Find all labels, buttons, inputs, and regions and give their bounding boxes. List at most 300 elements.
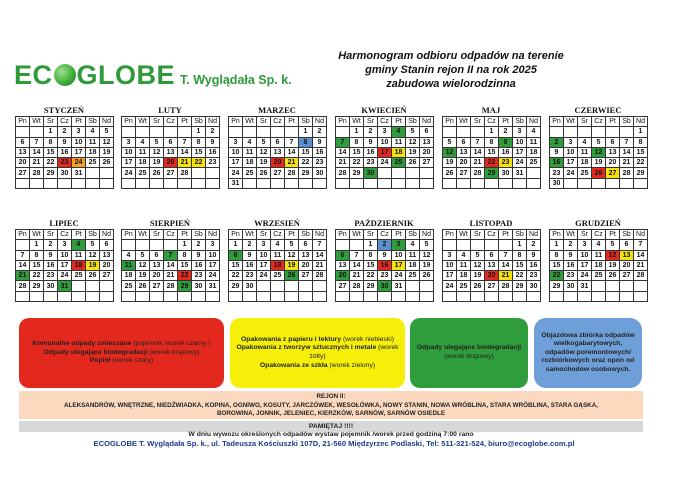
weekday-header: Cz bbox=[485, 117, 499, 127]
day-cell: 26 bbox=[100, 158, 114, 168]
day-cell: 26 bbox=[86, 271, 100, 281]
day-cell: 11 bbox=[86, 137, 100, 147]
weekday-header: Pt bbox=[285, 117, 299, 127]
day-cell: 8 bbox=[485, 137, 499, 147]
day-cell: 27 bbox=[150, 281, 164, 291]
day-cell: 24 bbox=[392, 271, 406, 281]
weekday-header: Pn bbox=[550, 117, 564, 127]
day-cell: 12 bbox=[592, 147, 606, 157]
day-cell: 6 bbox=[164, 137, 178, 147]
day-cell: 3 bbox=[58, 240, 72, 250]
day-cell: 19 bbox=[257, 158, 271, 168]
day-cell: 27 bbox=[336, 281, 350, 291]
day-cell: 1 bbox=[550, 240, 564, 250]
day-cell: 29 bbox=[550, 281, 564, 291]
day-cell: 8 bbox=[364, 250, 378, 260]
weekday-header: Sb bbox=[513, 117, 527, 127]
day-cell: 10 bbox=[229, 147, 243, 157]
empty-cell bbox=[192, 168, 206, 178]
empty-cell bbox=[86, 178, 100, 188]
weekday-header: Śr bbox=[578, 230, 592, 240]
day-cell: 21 bbox=[336, 158, 350, 168]
day-cell: 31 bbox=[229, 178, 243, 188]
empty-cell bbox=[285, 291, 299, 301]
empty-cell bbox=[564, 291, 578, 301]
day-cell: 27 bbox=[299, 271, 313, 281]
title-line-2: gminy Stanin rejon II na rok 2025 bbox=[365, 64, 537, 76]
empty-cell bbox=[164, 178, 178, 188]
weekday-header: Pt bbox=[606, 117, 620, 127]
day-cell: 17 bbox=[58, 260, 72, 270]
weekday-header: Cz bbox=[378, 230, 392, 240]
weekday-header: Pt bbox=[499, 230, 513, 240]
empty-cell bbox=[16, 240, 30, 250]
day-cell: 11 bbox=[457, 260, 471, 270]
weekday-header: Sb bbox=[406, 117, 420, 127]
empty-cell bbox=[457, 178, 471, 188]
day-cell: 24 bbox=[443, 281, 457, 291]
day-cell: 24 bbox=[58, 271, 72, 281]
weekday-header: Wt bbox=[243, 230, 257, 240]
day-cell: 7 bbox=[178, 137, 192, 147]
day-cell: 9 bbox=[192, 250, 206, 260]
day-cell: 11 bbox=[578, 147, 592, 157]
weekday-header: Śr bbox=[578, 117, 592, 127]
empty-cell bbox=[606, 178, 620, 188]
empty-cell bbox=[257, 281, 271, 291]
region-villages-line2: BOROWINA, JONNIK, JELENIEC, KIERZKÓW, SARNÓW, SARNÓW OSIEDLE bbox=[216, 410, 446, 418]
empty-cell bbox=[72, 178, 86, 188]
empty-cell bbox=[206, 291, 220, 301]
day-cell: 4 bbox=[527, 127, 541, 137]
day-cell: 23 bbox=[499, 158, 513, 168]
empty-cell bbox=[313, 281, 327, 291]
weekday-header: Wt bbox=[457, 117, 471, 127]
day-cell: 6 bbox=[271, 137, 285, 147]
day-cell: 22 bbox=[634, 158, 648, 168]
day-cell: 8 bbox=[299, 137, 313, 147]
empty-cell bbox=[336, 178, 350, 188]
day-cell: 2 bbox=[58, 127, 72, 137]
day-cell: 30 bbox=[313, 168, 327, 178]
day-cell: 9 bbox=[206, 137, 220, 147]
weekday-header: Pt bbox=[392, 117, 406, 127]
day-cell: 9 bbox=[499, 137, 513, 147]
day-cell: 14 bbox=[16, 260, 30, 270]
day-cell: 5 bbox=[406, 127, 420, 137]
day-cell: 22 bbox=[485, 158, 499, 168]
day-cell: 16 bbox=[206, 147, 220, 157]
day-cell: 21 bbox=[164, 271, 178, 281]
empty-cell bbox=[164, 240, 178, 250]
empty-cell bbox=[527, 168, 541, 178]
empty-cell bbox=[16, 291, 30, 301]
day-cell: 9 bbox=[564, 250, 578, 260]
page-title bbox=[296, 49, 606, 91]
empty-cell bbox=[30, 178, 44, 188]
empty-cell bbox=[634, 281, 648, 291]
day-cell: 3 bbox=[578, 240, 592, 250]
day-cell: 5 bbox=[257, 137, 271, 147]
day-cell: 9 bbox=[364, 137, 378, 147]
day-cell: 1 bbox=[299, 127, 313, 137]
month-name: CZERWIEC bbox=[574, 105, 622, 115]
day-cell: 13 bbox=[150, 260, 164, 270]
day-cell: 1 bbox=[192, 127, 206, 137]
day-cell: 22 bbox=[44, 158, 58, 168]
weekday-header: Pn bbox=[550, 230, 564, 240]
day-cell: 30 bbox=[243, 281, 257, 291]
empty-cell bbox=[499, 240, 513, 250]
empty-cell bbox=[100, 281, 114, 291]
day-cell: 28 bbox=[164, 281, 178, 291]
day-cell: 13 bbox=[485, 260, 499, 270]
empty-cell bbox=[578, 178, 592, 188]
day-cell: 29 bbox=[634, 168, 648, 178]
empty-cell bbox=[100, 178, 114, 188]
day-cell: 30 bbox=[58, 168, 72, 178]
day-cell: 3 bbox=[513, 127, 527, 137]
weekday-header: Pn bbox=[229, 117, 243, 127]
day-cell: 18 bbox=[136, 158, 150, 168]
day-cell: 25 bbox=[136, 168, 150, 178]
day-cell: 13 bbox=[100, 250, 114, 260]
empty-cell bbox=[178, 127, 192, 137]
weekday-header: Wt bbox=[350, 230, 364, 240]
day-cell: 9 bbox=[313, 137, 327, 147]
day-cell: 16 bbox=[313, 147, 327, 157]
day-cell: 25 bbox=[527, 158, 541, 168]
empty-cell bbox=[192, 178, 206, 188]
weekday-header: Nd bbox=[634, 230, 648, 240]
day-cell: 27 bbox=[100, 271, 114, 281]
legend-red-line2: Odpady ulegające biodegradacji (worek brązowy) bbox=[43, 348, 200, 356]
day-cell: 20 bbox=[620, 260, 634, 270]
day-cell: 26 bbox=[443, 168, 457, 178]
weekday-header: Wt bbox=[30, 117, 44, 127]
empty-cell bbox=[406, 291, 420, 301]
day-cell: 12 bbox=[606, 250, 620, 260]
empty-cell bbox=[606, 281, 620, 291]
empty-cell bbox=[44, 178, 58, 188]
weekday-header: Wt bbox=[243, 117, 257, 127]
month-calendar bbox=[442, 218, 540, 302]
day-cell: 12 bbox=[257, 147, 271, 157]
day-cell: 23 bbox=[44, 271, 58, 281]
day-cell: 25 bbox=[406, 271, 420, 281]
day-cell: 23 bbox=[527, 271, 541, 281]
day-cell: 18 bbox=[578, 158, 592, 168]
day-cell: 10 bbox=[578, 250, 592, 260]
day-cell: 7 bbox=[285, 137, 299, 147]
weekday-header: Pt bbox=[72, 230, 86, 240]
weekday-header: Pt bbox=[178, 230, 192, 240]
day-cell: 1 bbox=[350, 127, 364, 137]
day-cell: 27 bbox=[16, 168, 30, 178]
weekday-header: Nd bbox=[100, 230, 114, 240]
day-cell: 19 bbox=[136, 271, 150, 281]
weekday-header: Pt bbox=[606, 230, 620, 240]
day-cell: 7 bbox=[336, 137, 350, 147]
day-cell: 29 bbox=[299, 168, 313, 178]
day-cell: 12 bbox=[150, 147, 164, 157]
empty-cell bbox=[457, 127, 471, 137]
day-cell: 15 bbox=[299, 147, 313, 157]
empty-cell bbox=[527, 291, 541, 301]
day-cell: 20 bbox=[100, 260, 114, 270]
month-name: KWIECIEŃ bbox=[361, 105, 407, 115]
day-cell: 1 bbox=[44, 127, 58, 137]
day-cell: 17 bbox=[122, 158, 136, 168]
company-footer: ECOGLOBE T. Wyglądała Sp. k., ul. Tadeusza Kościuszki 107D, 21-560 Międzyrzec Podlaski, Tel: 511-321-524, biuro@ecoglobe.com.pl bbox=[93, 439, 575, 448]
month-calendar bbox=[121, 105, 219, 189]
empty-cell bbox=[620, 127, 634, 137]
day-cell: 18 bbox=[243, 158, 257, 168]
day-cell: 11 bbox=[243, 147, 257, 157]
day-cell: 21 bbox=[471, 158, 485, 168]
empty-cell bbox=[406, 178, 420, 188]
empty-cell bbox=[592, 281, 606, 291]
day-cell: 20 bbox=[271, 158, 285, 168]
day-cell: 21 bbox=[634, 260, 648, 270]
month-calendar bbox=[335, 218, 433, 302]
day-cell: 23 bbox=[58, 158, 72, 168]
empty-cell bbox=[16, 178, 30, 188]
day-cell: 26 bbox=[257, 168, 271, 178]
empty-cell bbox=[299, 178, 313, 188]
day-cell: 15 bbox=[485, 147, 499, 157]
day-cell: 6 bbox=[336, 250, 350, 260]
day-cell: 1 bbox=[178, 240, 192, 250]
day-cell: 21 bbox=[313, 260, 327, 270]
day-cell: 27 bbox=[420, 158, 434, 168]
empty-cell bbox=[457, 291, 471, 301]
empty-cell bbox=[485, 291, 499, 301]
day-cell: 25 bbox=[86, 158, 100, 168]
empty-cell bbox=[350, 291, 364, 301]
legend-blue-text: Objazdowa zbiórka odpadów wielkogabarytowych, odpadów poremontowych/ rozbiórkowych oraz opon od samochodów osobowych. bbox=[541, 331, 635, 373]
day-cell: 13 bbox=[299, 250, 313, 260]
day-cell: 21 bbox=[499, 271, 513, 281]
empty-cell bbox=[86, 281, 100, 291]
day-cell: 2 bbox=[364, 127, 378, 137]
empty-cell bbox=[243, 178, 257, 188]
empty-cell bbox=[406, 281, 420, 291]
day-cell: 16 bbox=[364, 147, 378, 157]
empty-cell bbox=[58, 178, 72, 188]
day-cell: 25 bbox=[578, 168, 592, 178]
empty-cell bbox=[86, 291, 100, 301]
day-cell: 20 bbox=[164, 158, 178, 168]
day-cell: 5 bbox=[420, 240, 434, 250]
day-cell: 21 bbox=[30, 158, 44, 168]
empty-cell bbox=[16, 127, 30, 137]
empty-cell bbox=[30, 291, 44, 301]
day-cell: 29 bbox=[513, 281, 527, 291]
month-name: MAJ bbox=[481, 105, 501, 115]
day-cell: 2 bbox=[550, 137, 564, 147]
day-cell: 23 bbox=[313, 158, 327, 168]
day-cell: 5 bbox=[606, 240, 620, 250]
region-villages-line1: ALEKSANDRÓW, WNĘTRZNE, NIEDŹWIADKA, KOPINA, OGNIWO, KOSUTY, JARCZÓWEK, WESOŁÓWKA, NOWY STANIN, NOWA WRÓBLINA, STARA WRÓBLINA, STARA GĄSKA, bbox=[63, 401, 599, 409]
empty-cell bbox=[313, 291, 327, 301]
day-cell: 28 bbox=[336, 168, 350, 178]
legend-red-line3: Popiół (worek szary) bbox=[89, 357, 154, 365]
weekday-header: Wt bbox=[136, 230, 150, 240]
day-cell: 30 bbox=[364, 168, 378, 178]
weekday-header: Pn bbox=[443, 117, 457, 127]
day-cell: 5 bbox=[285, 240, 299, 250]
empty-cell bbox=[136, 127, 150, 137]
empty-cell bbox=[513, 178, 527, 188]
empty-cell bbox=[420, 178, 434, 188]
weekday-header: Cz bbox=[271, 117, 285, 127]
day-cell: 29 bbox=[229, 281, 243, 291]
day-cell: 17 bbox=[206, 260, 220, 270]
empty-cell bbox=[471, 291, 485, 301]
empty-cell bbox=[100, 291, 114, 301]
day-cell: 17 bbox=[513, 147, 527, 157]
day-cell: 11 bbox=[392, 137, 406, 147]
day-cell: 31 bbox=[392, 281, 406, 291]
month-calendar bbox=[442, 105, 540, 189]
empty-cell bbox=[564, 127, 578, 137]
legend-biodegradable bbox=[410, 318, 528, 388]
weekday-header: Wt bbox=[457, 230, 471, 240]
day-cell: 10 bbox=[72, 137, 86, 147]
day-cell: 12 bbox=[406, 137, 420, 147]
day-cell: 6 bbox=[620, 240, 634, 250]
day-cell: 16 bbox=[44, 260, 58, 270]
day-cell: 28 bbox=[350, 281, 364, 291]
weekday-header: Śr bbox=[44, 230, 58, 240]
day-cell: 15 bbox=[513, 260, 527, 270]
day-cell: 13 bbox=[164, 147, 178, 157]
day-cell: 18 bbox=[457, 271, 471, 281]
weekday-header: Nd bbox=[527, 117, 541, 127]
day-cell: 13 bbox=[336, 260, 350, 270]
day-cell: 9 bbox=[527, 250, 541, 260]
day-cell: 10 bbox=[392, 250, 406, 260]
month-name: LIPIEC bbox=[49, 218, 79, 228]
day-cell: 21 bbox=[285, 158, 299, 168]
empty-cell bbox=[364, 178, 378, 188]
ecoglobe-logo bbox=[14, 60, 292, 91]
weekday-header: Wt bbox=[136, 117, 150, 127]
weekday-header: Śr bbox=[257, 117, 271, 127]
day-cell: 27 bbox=[485, 281, 499, 291]
empty-cell bbox=[550, 291, 564, 301]
day-cell: 12 bbox=[471, 260, 485, 270]
empty-cell bbox=[178, 178, 192, 188]
empty-cell bbox=[122, 240, 136, 250]
day-cell: 30 bbox=[499, 168, 513, 178]
empty-cell bbox=[420, 281, 434, 291]
day-cell: 18 bbox=[592, 260, 606, 270]
day-cell: 30 bbox=[44, 281, 58, 291]
day-cell: 7 bbox=[30, 137, 44, 147]
day-cell: 24 bbox=[378, 158, 392, 168]
day-cell: 14 bbox=[620, 147, 634, 157]
day-cell: 6 bbox=[420, 127, 434, 137]
empty-cell bbox=[336, 240, 350, 250]
day-cell: 15 bbox=[229, 260, 243, 270]
day-cell: 13 bbox=[271, 147, 285, 157]
day-cell: 27 bbox=[620, 271, 634, 281]
day-cell: 11 bbox=[592, 250, 606, 260]
empty-cell bbox=[578, 127, 592, 137]
day-cell: 2 bbox=[527, 240, 541, 250]
day-cell: 21 bbox=[178, 158, 192, 168]
day-cell: 5 bbox=[592, 137, 606, 147]
day-cell: 23 bbox=[564, 271, 578, 281]
weekday-header: Śr bbox=[257, 230, 271, 240]
day-cell: 28 bbox=[178, 168, 192, 178]
empty-cell bbox=[72, 291, 86, 301]
month-name: LISTOPAD bbox=[469, 218, 513, 228]
weekday-header: Nd bbox=[206, 230, 220, 240]
empty-cell bbox=[350, 178, 364, 188]
day-cell: 16 bbox=[550, 158, 564, 168]
weekday-header: Nd bbox=[100, 117, 114, 127]
day-cell: 25 bbox=[392, 158, 406, 168]
empty-cell bbox=[499, 291, 513, 301]
day-cell: 22 bbox=[299, 158, 313, 168]
day-cell: 26 bbox=[606, 271, 620, 281]
day-cell: 8 bbox=[229, 250, 243, 260]
day-cell: 30 bbox=[564, 281, 578, 291]
day-cell: 1 bbox=[364, 240, 378, 250]
weekday-header: Cz bbox=[271, 230, 285, 240]
month-calendar bbox=[121, 218, 219, 302]
legend-yellow-line3: Opakowania ze szkła (worek zielony) bbox=[259, 361, 376, 369]
day-cell: 11 bbox=[271, 250, 285, 260]
empty-cell bbox=[592, 291, 606, 301]
day-cell: 17 bbox=[392, 260, 406, 270]
day-cell: 10 bbox=[443, 260, 457, 270]
empty-cell bbox=[164, 291, 178, 301]
month-calendar bbox=[549, 105, 647, 189]
day-cell: 26 bbox=[136, 281, 150, 291]
day-cell: 16 bbox=[192, 260, 206, 270]
empty-cell bbox=[606, 291, 620, 301]
day-cell: 24 bbox=[564, 168, 578, 178]
weekday-header: Wt bbox=[30, 230, 44, 240]
weekday-header: Pn bbox=[122, 230, 136, 240]
day-cell: 8 bbox=[513, 250, 527, 260]
weekday-header: Sb bbox=[192, 117, 206, 127]
day-cell: 9 bbox=[58, 137, 72, 147]
weekday-header: Śr bbox=[471, 230, 485, 240]
day-cell: 18 bbox=[527, 147, 541, 157]
weekday-header: Nd bbox=[634, 117, 648, 127]
day-cell: 1 bbox=[634, 127, 648, 137]
day-cell: 10 bbox=[122, 147, 136, 157]
empty-cell bbox=[634, 178, 648, 188]
legend-red-line1: Komunalne odpady zmieszane (pojemnik /worek czarny ) bbox=[32, 340, 211, 348]
day-cell: 12 bbox=[285, 250, 299, 260]
day-cell: 27 bbox=[457, 168, 471, 178]
day-cell: 24 bbox=[229, 168, 243, 178]
day-cell: 11 bbox=[122, 260, 136, 270]
weekday-header: Cz bbox=[164, 117, 178, 127]
empty-cell bbox=[229, 291, 243, 301]
day-cell: 19 bbox=[420, 260, 434, 270]
empty-cell bbox=[527, 178, 541, 188]
legend-yellow-line1: Opakowania z papieru i tektury (worek niebieski) bbox=[241, 335, 394, 343]
month-name: PAŹDZIERNIK bbox=[354, 218, 414, 228]
day-cell: 18 bbox=[406, 260, 420, 270]
